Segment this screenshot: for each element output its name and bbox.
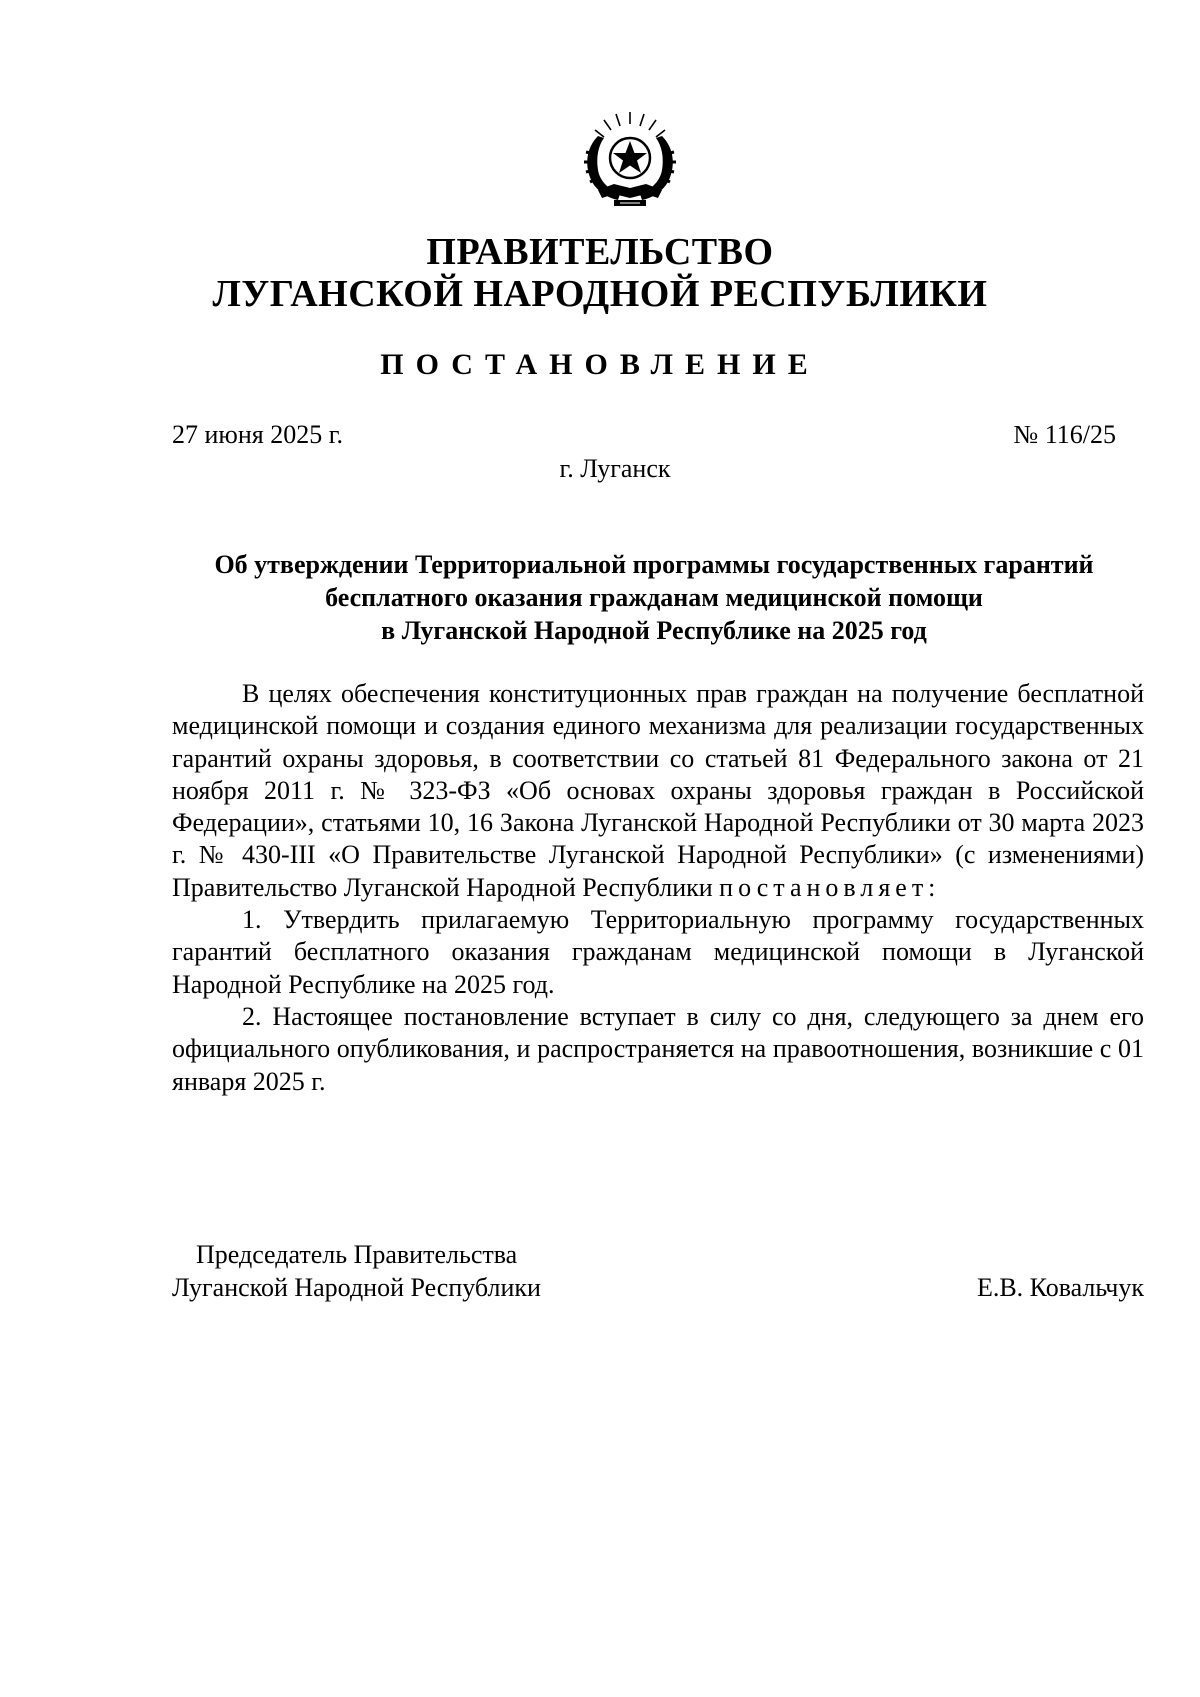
- government-title-line1: ПРАВИТЕЛЬСТВО: [426, 231, 774, 273]
- signatory-position: [172, 1238, 541, 1304]
- government-title-line2: ЛУГАНСКОЙ НАРОДНОЙ РЕСПУБЛИКИ: [212, 273, 988, 315]
- signatory-name: Е.В. Ковальчук: [976, 1273, 1144, 1302]
- document-body: [172, 678, 1144, 1098]
- document-date: 27 июня 2025 г.: [172, 420, 343, 449]
- subject-line2: бесплатного оказания гражданам медицинской помощи: [325, 583, 983, 612]
- document-subject: [172, 548, 1136, 647]
- item-2-paragraph: 2. Настоящее постановление вступает в силу со дня, следующего за днем его официального опубликования, и распространяется на правоотношения, возникшие с 01 января 2025 г.: [172, 1001, 1144, 1096]
- lpr-coat-of-arms-icon: [568, 108, 692, 212]
- item-1-paragraph: 1. Утвердить прилагаемую Территориальную программу государственных гарантий бесплатного оказания гражданам медицинской помощи в Луганской Народной Республике на 2025 год.: [172, 905, 1144, 999]
- decree-word: постановляет:: [719, 872, 941, 902]
- preamble-text: В целях обеспечения конституционных прав граждан на получение бесплатной медицинской помощи и создания единого механизма для реализации государственных гарантий охраны здоровья, в соответствии со статьей 81 Федерального закона от 21 ноября 2011 г. № 323-ФЗ «Об основах охраны здоровья граждан в Российской Федерации», статьями 10, 16 Закона Луганской Народной Республики от 30 марта 2023 г. № 430-III «О Правительстве Луганской Народной Республики» (с изменениями) Правительство Луганской Народной Республики: [172, 679, 1144, 902]
- subject-line3: в Луганской Народной Республике на 2025 год: [381, 616, 927, 645]
- signatory-position-line2: Луганской Народной Республики: [172, 1273, 541, 1302]
- subject-line1: Об утверждении Территориальной программы государственных гарантий: [214, 550, 1094, 579]
- preamble-paragraph: [172, 678, 1144, 904]
- document-city: г. Луганск: [559, 454, 671, 483]
- signatory-position-line1: Председатель Правительства: [196, 1240, 518, 1269]
- document-number: № 116/25: [1013, 420, 1116, 449]
- document-type: ПОСТАНОВЛЕНИЕ: [380, 348, 820, 381]
